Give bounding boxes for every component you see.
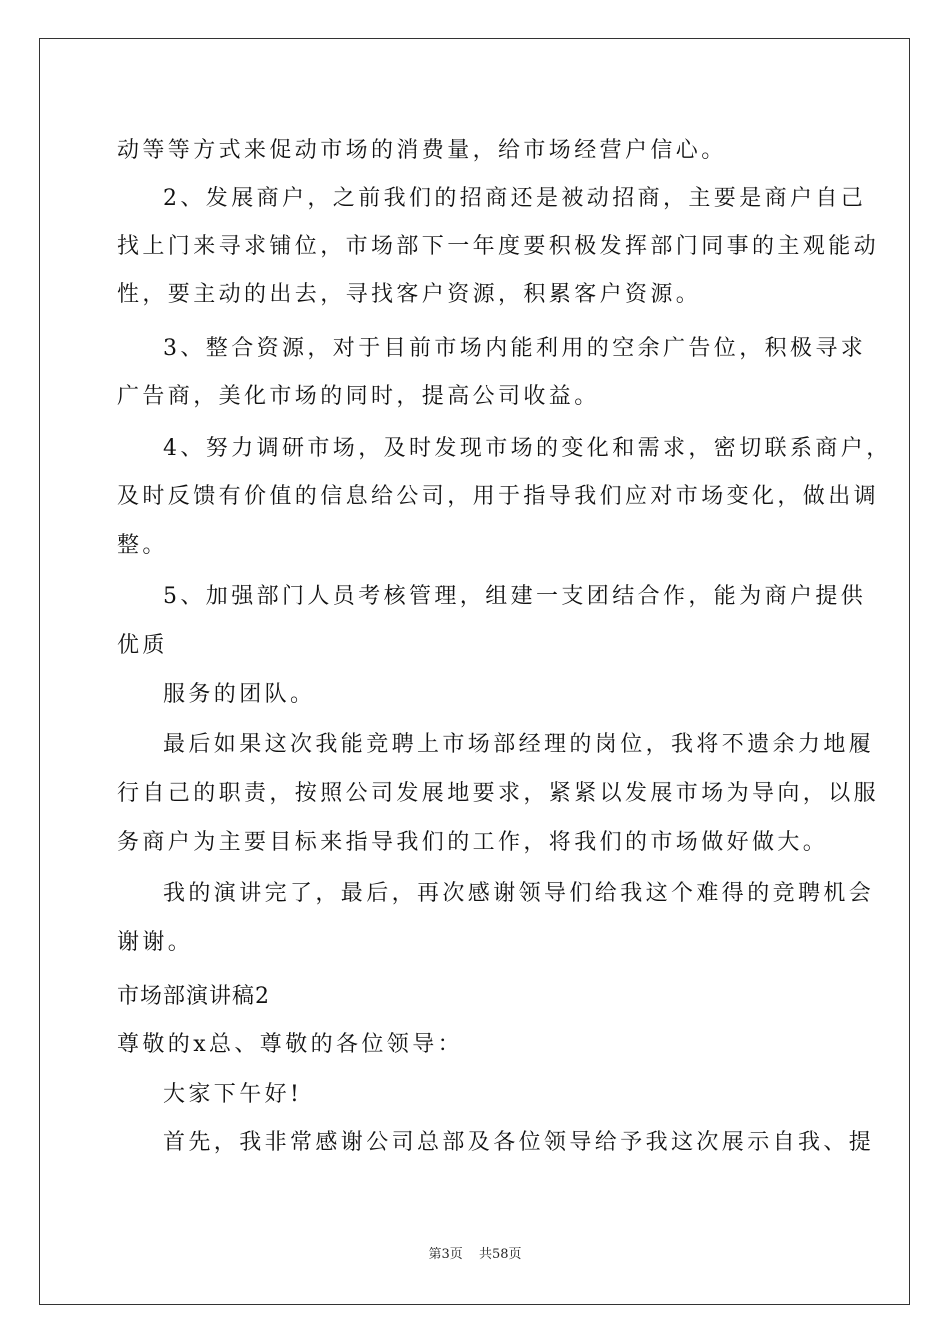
page-frame [39,38,910,1305]
text-line: 整。 [117,533,168,558]
page-number: 第3页 [428,1247,463,1262]
text-line: 优质 [117,633,168,658]
page-footer [0,1246,950,1264]
text-line: 及时反馈有价值的信息给公司，用于指导我们应对市场变化，做出调 [117,484,880,509]
text-line: 首先，我非常感谢公司总部及各位领导给予我这次展示自我、提 [163,1130,875,1155]
text-line: 2、发展商户，之前我们的招商还是被动招商，主要是商户自己 [163,186,867,211]
text-line: 动等等方式来促动市场的消费量，给市场经营户信心。 [117,138,727,163]
text-line: 行自己的职责，按照公司发展地要求，紧紧以发展市场为导向，以服 [117,781,880,806]
section-title: 市场部演讲稿2 [117,984,270,1009]
text-line: 谢谢。 [117,930,194,955]
text-line: 性，要主动的出去，寻找客户资源，积累客户资源。 [117,282,702,307]
text-line: 我的演讲完了，最后，再次感谢领导们给我这个难得的竞聘机会 [163,881,875,906]
greeting: 大家下午好! [163,1082,303,1107]
text-line: 服务的团队。 [163,682,316,707]
text-line: 4、努力调研市场，及时发现市场的变化和需求，密切联系商户， [163,436,892,461]
text-line: 找上门来寻求铺位，市场部下一年度要积极发挥部门同事的主观能动 [117,234,880,259]
salutation: 尊敬的x总、尊敬的各位领导： [117,1032,464,1057]
text-line: 广告商，美化市场的同时，提高公司收益。 [117,384,600,409]
text-line: 3、整合资源，对于目前市场内能利用的空余广告位，积极寻求 [163,336,867,361]
text-line: 最后如果这次我能竞聘上市场部经理的岗位，我将不遗余力地履 [163,732,875,757]
text-line: 5、加强部门人员考核管理，组建一支团结合作，能为商户提供 [163,584,867,609]
page-total: 共58页 [478,1247,522,1262]
text-line: 务商户为主要目标来指导我们的工作，将我们的市场做好做大。 [117,830,829,855]
